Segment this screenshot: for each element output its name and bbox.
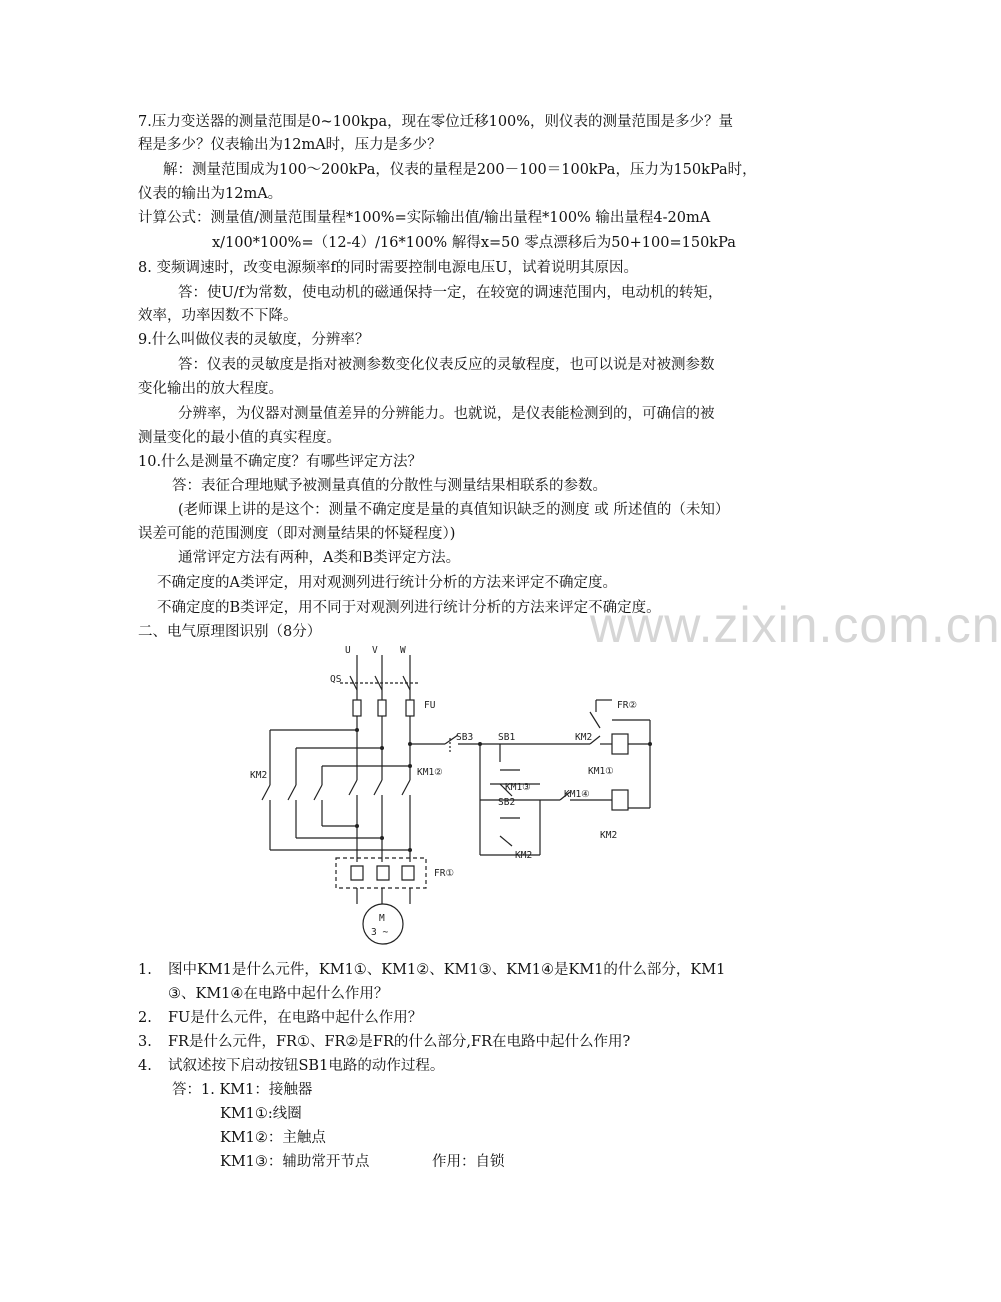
question-3-num: 3. [138,1034,152,1050]
answer-km1-1: KM1①:线圈 [220,1106,302,1122]
label-km2-coil: KM2 [600,830,618,841]
label-fr2: FR② [617,700,637,711]
question-1-line-1: 图中KM1是什么元件，KM1①、KM1②、KM1③、KM1④是KM1的什么部分，KM1 [168,962,726,978]
label-km1-3: KM1③ [505,782,531,793]
q9-answer-3: 分辨率，为仪器对测量值差异的分辨能力。也就说，是仪表能检测到的，可确信的被 [178,406,715,422]
q10-answer-5: 不确定度的A类评定，用对观测列进行统计分析的方法来评定不确定度。 [157,575,617,591]
q9-answer-2: 变化输出的放大程度。 [138,381,283,397]
label-sb3: SB3 [456,732,474,743]
q10-answer-3: 误差可能的范围测度（即对测量结果的怀疑程度）) [138,526,456,542]
label-fu: FU [424,700,436,711]
question-1-num: 1. [138,962,152,978]
question-2-text: FU是什么元件，在电路中起什么作用？ [168,1010,423,1026]
km2-aux-contact [500,836,512,846]
label-fr1: FR① [434,868,454,879]
label-km2-bottom: KM2 [515,850,533,861]
fr2-contact [590,712,600,728]
motor-circle [363,904,403,944]
q7-answer-1: 解：测量范围成为100～200kPa，仪表的量程是200－100＝100kPa，压力为150kPa时， [163,162,757,178]
watermark: www.zixin.com.cn [590,597,1001,653]
q10-answer-1: 答：表征合理地赋予被测量真值的分散性与测量结果相联系的参数。 [172,478,607,494]
label-v: V [372,645,378,656]
question-1-line-2: ③、KM1④在电路中起什么作用？ [168,986,389,1002]
q8-answer-1: 答：使U/f为常数，使电动机的磁通保持一定，在较宽的调速范围内，电动机的转矩， [178,285,723,301]
fr1-box [336,858,426,888]
label-qs: QS [330,674,342,685]
answer-km1-3: KM1③：辅助常开节点 [220,1154,370,1170]
q8-text: 8. 变频调速时，改变电源频率f的同时需要控制电源电压U，试着说明其原因。 [138,260,639,276]
q7-answer-2: 仪表的输出为12mA。 [138,186,283,202]
question-4-text: 试叙述按下启动按钮SB1电路的动作过程。 [168,1058,445,1074]
fr1-elements [351,866,414,880]
q7-text-1: 7.压力变送器的测量范围是0~100kpa，现在零位迁移100%，则仪表的测量范围是多少？量 [138,114,734,130]
q10-answer-2: (老师课上讲的是这个：测量不确定度是量的真值知识缺乏的测度 或 所述值的（未知） [178,502,730,518]
label-sb1: SB1 [498,732,516,743]
fuse-v [378,700,386,716]
answer-km1-3-role: 作用：自锁 [432,1154,505,1170]
answer-head: 答：1. KM1：接触器 [172,1082,313,1098]
question-3-text: FR是什么元件，FR①、FR②是FR的什么部分,FR在电路中起什么作用? [168,1034,631,1050]
label-w: W [400,645,406,656]
q8-answer-2: 效率，功率因数不下降。 [138,308,298,324]
label-km1-2: KM1② [417,767,443,778]
q9-answer-4: 测量变化的最小值的真实程度。 [138,430,341,446]
label-motor-m: M [379,913,385,924]
label-motor-3: 3 ~ [371,927,389,938]
q10-text: 10.什么是测量不确定度？有哪些评定方法？ [138,454,423,470]
label-u: U [345,645,351,656]
km2-coil [612,790,628,810]
q7-text-2: 程是多少？仪表输出为12mA时，压力是多少？ [138,137,442,153]
label-km1-4: KM1④ [564,789,590,800]
q7-formula-1: 计算公式：测量值/测量范围量程*100%=实际输出值/输出量程*100% 输出量程4-20mA [138,210,711,226]
km1-coil [612,734,628,754]
label-sb2: SB2 [498,797,516,808]
section-heading: 二、电气原理图识别（8分） [138,624,322,640]
answer-km1-2: KM1②：主触点 [220,1130,326,1146]
q9-text: 9.什么叫做仪表的灵敏度，分辨率？ [138,332,370,348]
q10-answer-6: 不确定度的B类评定，用不同于对观测列进行统计分析的方法来评定不确定度。 [157,600,661,616]
fuse-u [353,700,361,716]
q10-answer-4: 通常评定方法有两种，A类和B类评定方法。 [178,550,461,566]
label-km1-1: KM1① [588,766,614,777]
label-km2-left: KM2 [250,770,268,781]
q7-formula-2: x/100*100%=（12-4）/16*100% 解得x=50 零点漂移后为50+100=150kPa [212,235,736,251]
q9-answer-1: 答：仪表的灵敏度是指对被测参数变化仪表反应的灵敏程度，也可以说是对被测参数 [178,357,715,373]
question-4-num: 4. [138,1058,152,1074]
fuse-w [406,700,414,716]
question-2-num: 2. [138,1010,152,1026]
label-km2-top: KM2 [575,732,593,743]
